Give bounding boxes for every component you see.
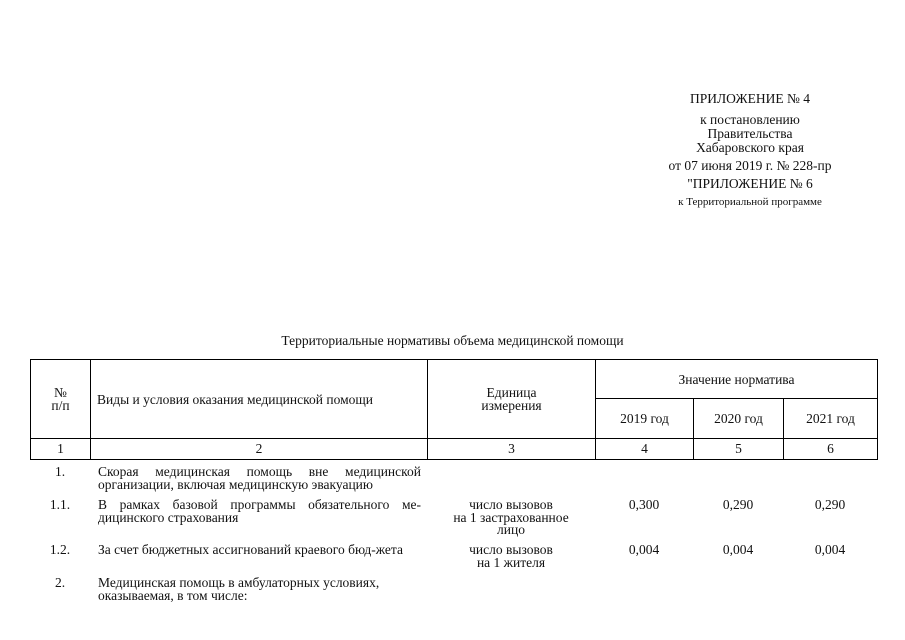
appendix-header	[600, 92, 900, 209]
row-name: За счет бюджетных ассигнований краевого бюд-жета	[98, 542, 403, 557]
row-value-2020: 0,004	[722, 542, 754, 557]
column-number: 5	[694, 439, 784, 460]
row-number: 2.	[54, 575, 66, 590]
row-unit: число вызовов на 1 застрахованное лицо	[453, 497, 569, 537]
norms-table	[30, 359, 878, 460]
appendix-line: Правительства	[707, 126, 793, 141]
column-number: 4	[596, 439, 694, 460]
row-number: 1.1.	[49, 497, 71, 512]
appendix-line: Хабаровского края	[696, 140, 804, 155]
row-name: В рамках базовой программы обязательного ме-дицинского страхования	[98, 497, 421, 525]
row-number: 1.	[54, 464, 66, 479]
header-year: 2021 год	[784, 399, 878, 439]
table-body	[30, 466, 877, 607]
appendix-line: к постановлению	[700, 112, 800, 127]
header-types: Виды и условия оказания медицинской помощи	[91, 360, 428, 439]
header-value: Значение норматива	[596, 360, 878, 399]
row-name: Медицинская помощь в амбулаторных условиях, оказываемая, в том числе:	[98, 575, 380, 603]
document-title: Территориальные нормативы объема медицинской помощи	[281, 333, 624, 348]
appendix-title: ПРИЛОЖЕНИЕ № 4	[689, 91, 811, 106]
row-unit: число вызовов на 1 жителя	[469, 542, 553, 570]
row-value-2019: 0,300	[628, 497, 660, 512]
header-unit: Единица измерения	[428, 360, 596, 439]
row-name: Скорая медицинская помощь вне медицинской организации, включая медицинскую эвакуацию	[98, 464, 421, 492]
column-number: 2	[91, 439, 428, 460]
table-row	[30, 499, 877, 544]
row-value-2019: 0,004	[628, 542, 660, 557]
row-value-2021: 0,004	[814, 542, 846, 557]
row-number: 1.2.	[49, 542, 71, 557]
table-row	[30, 466, 877, 499]
appendix-line: к Территориальной программе	[678, 196, 822, 208]
header-year: 2019 год	[596, 399, 694, 439]
row-value-2021: 0,290	[814, 497, 846, 512]
column-number: 1	[31, 439, 91, 460]
row-value-2020: 0,290	[722, 497, 754, 512]
table-row	[30, 577, 877, 607]
column-number: 3	[428, 439, 596, 460]
column-number: 6	[784, 439, 878, 460]
header-year: 2020 год	[694, 399, 784, 439]
table-row	[30, 544, 877, 577]
appendix-line: "ПРИЛОЖЕНИЕ № 6	[687, 176, 813, 191]
header-number: № п/п	[31, 360, 91, 439]
appendix-line: от 07 июня 2019 г. № 228-пр	[668, 158, 832, 173]
